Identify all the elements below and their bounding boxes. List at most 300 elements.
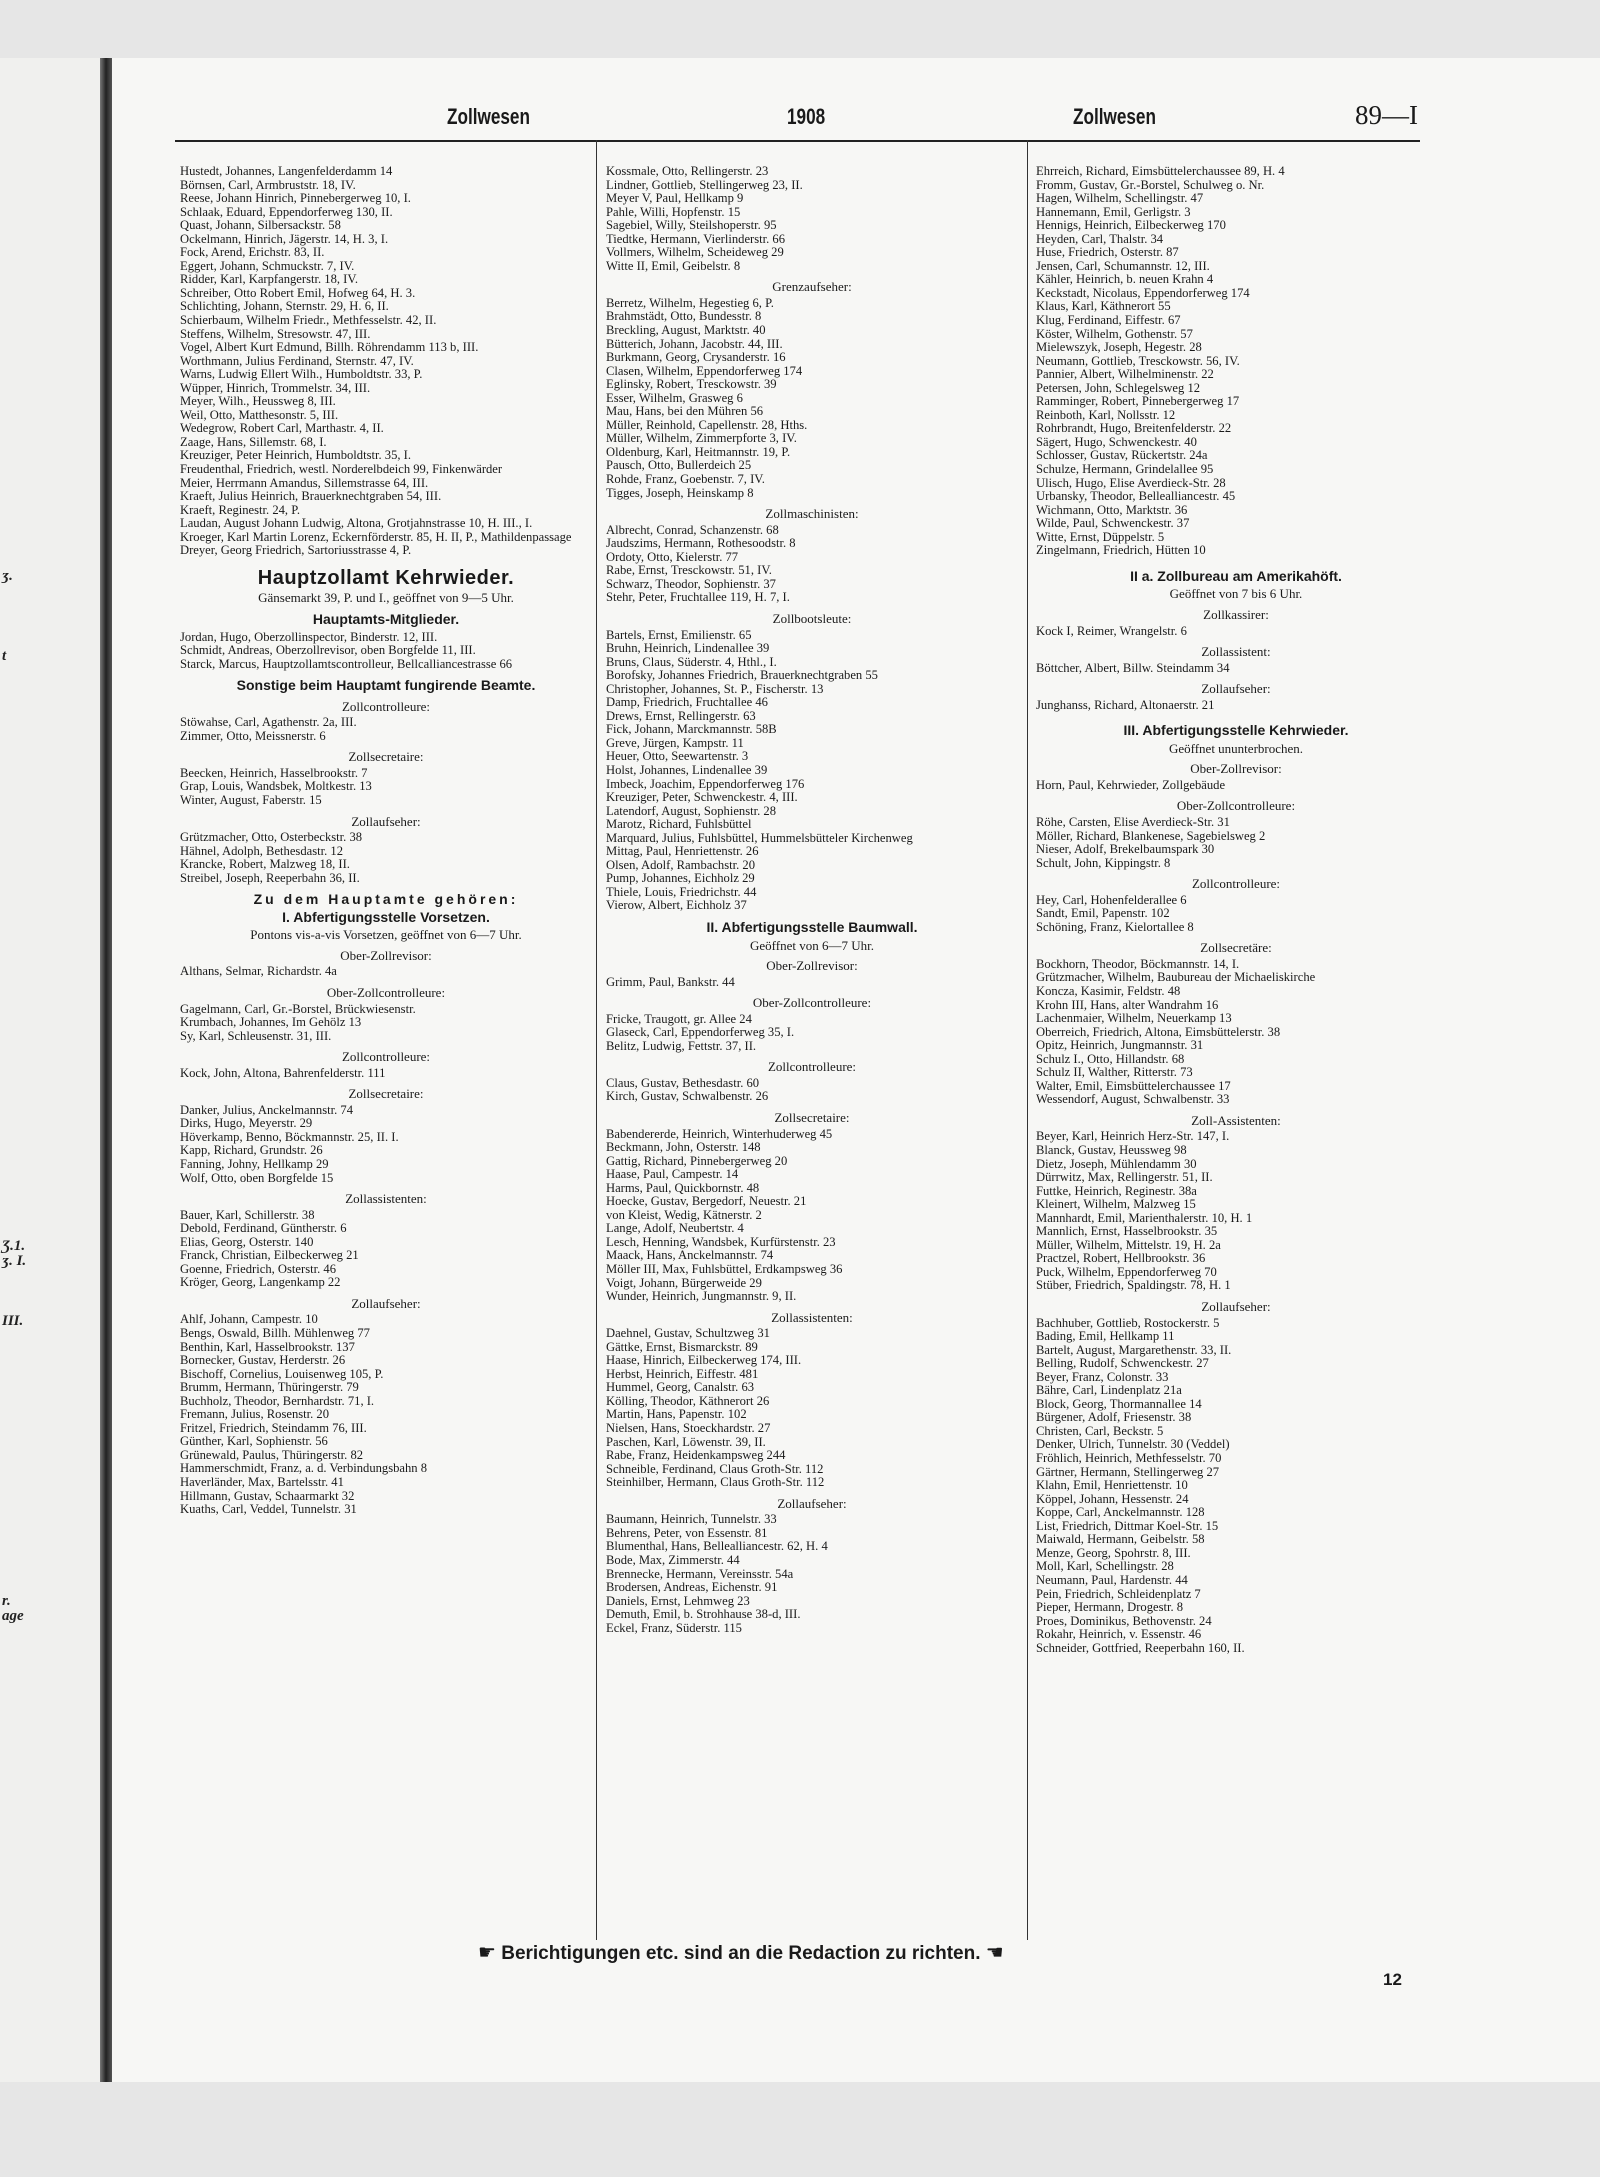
directory-entry: Elias, Georg, Osterstr. 140 xyxy=(180,1234,314,1249)
directory-entry: Ahlf, Johann, Campestr. 10 xyxy=(180,1312,318,1327)
directory-entry: Pannier, Albert, Wilhelminenstr. 22 xyxy=(1036,367,1214,382)
directory-entry: Brahmstädt, Otto, Bundesstr. 8 xyxy=(606,309,762,324)
directory-entry: Belitz, Ludwig, Fettstr. 37, II. xyxy=(606,1038,757,1053)
directory-entry: Grimm, Paul, Bankstr. 44 xyxy=(606,974,735,989)
directory-entry: Krancke, Robert, Malzweg 18, II. xyxy=(180,857,350,872)
office-note: Gänsemarkt 39, P. und I., geöffnet von 9—5 Uhr. xyxy=(258,590,514,606)
directory-entry: Eckel, Franz, Süderstr. 115 xyxy=(606,1620,742,1635)
directory-entry: Fick, Johann, Marckmannstr. 58B xyxy=(606,722,777,737)
directory-entry: Witte, Ernst, Düppelstr. 5 xyxy=(1036,529,1165,544)
directory-entry: Gagelmann, Carl, Gr.-Borstel, Brückwiesenstr. xyxy=(180,1001,416,1016)
directory-entry: Schulz II, Walther, Ritterstr. 73 xyxy=(1036,1065,1193,1080)
directory-entry: Müller, Reinhold, Capellenstr. 28, Hths. xyxy=(606,417,808,432)
directory-entry: Winter, August, Faberstr. 15 xyxy=(180,792,322,807)
rank-label: Zollassistenten: xyxy=(771,1309,853,1325)
directory-entry: Jaudszims, Hermann, Rothesoodstr. 8 xyxy=(606,536,796,551)
directory-entry: Freudenthal, Friedrich, westl. Norderelbdeich 99, Finkenwärder xyxy=(180,462,503,477)
directory-entry: Bruhn, Heinrich, Lindenallee 39 xyxy=(606,641,770,656)
directory-entry: Demuth, Emil, b. Strohhause 38-d, III. xyxy=(606,1607,801,1622)
directory-entry: Heyden, Carl, Thalstr. 34 xyxy=(1036,231,1164,246)
directory-entry: Schlichting, Johann, Sternstr. 29, H. 6, II. xyxy=(180,299,389,314)
directory-entry: Mannhardt, Emil, Marienthalerstr. 10, H. 1 xyxy=(1036,1210,1253,1225)
directory-entry: Reinboth, Karl, Nollsstr. 12 xyxy=(1036,407,1176,422)
directory-entry: Kuaths, Carl, Veddel, Tunnelstr. 31 xyxy=(180,1502,357,1517)
directory-entry: Breckling, August, Marktstr. 40 xyxy=(606,323,766,338)
directory-entry: Stehr, Peter, Fruchtallee 119, H. 7, I. xyxy=(606,590,790,605)
directory-entry: Gättke, Ernst, Bismarckstr. 89 xyxy=(606,1339,758,1354)
directory-entry: Bartelt, August, Margarethenstr. 33, II. xyxy=(1036,1342,1232,1357)
directory-entry: Holst, Johannes, Lindenallee 39 xyxy=(606,762,768,777)
directory-entry: Wüpper, Hinrich, Trommelstr. 34, III. xyxy=(180,380,371,395)
entry-list xyxy=(606,976,1018,990)
directory-entry: Olsen, Adolf, Rambachstr. 20 xyxy=(606,857,756,872)
directory-entry: Klahn, Emil, Henriettenstr. 10 xyxy=(1036,1478,1188,1493)
entry-list xyxy=(606,165,1018,273)
directory-entry: Koppe, Carl, Anckelmannstr. 128 xyxy=(1036,1505,1205,1520)
edge-mark: age xyxy=(2,1608,24,1624)
column-left xyxy=(180,165,592,1517)
directory-entry: List, Friedrich, Dittmar Koel-Str. 15 xyxy=(1036,1518,1219,1533)
directory-entry: Zaage, Hans, Sillemstr. 68, I. xyxy=(180,434,327,449)
entry-list xyxy=(180,1313,592,1516)
directory-entry: Bengs, Oswald, Billh. Mühlenweg 77 xyxy=(180,1326,370,1341)
entry-list xyxy=(180,767,592,808)
directory-entry: Pausch, Otto, Bullerdeich 25 xyxy=(606,458,752,473)
directory-entry: Stöwahse, Carl, Agathenstr. 2a, III. xyxy=(180,715,357,730)
entry-list xyxy=(606,1013,1018,1054)
directory-entry: Damp, Friedrich, Fruchtallee 46 xyxy=(606,695,768,710)
section-heading: Sonstige beim Hauptamt fungirende Beamte. xyxy=(236,677,536,694)
station-heading: II a. Zollbureau am Amerikahöft. xyxy=(1130,567,1342,584)
directory-entry: Claus, Gustav, Bethesdastr. 60 xyxy=(606,1075,760,1090)
directory-entry: Börnsen, Carl, Armbruststr. 18, IV. xyxy=(180,177,356,192)
rank-label: Zollaufseher: xyxy=(351,1295,421,1311)
directory-entry: Hennigs, Heinrich, Eilbeckerweg 170 xyxy=(1036,218,1226,233)
directory-entry: Rabe, Ernst, Tresckowstr. 51, IV. xyxy=(606,563,772,578)
directory-entry: Klaus, Karl, Käthnerort 55 xyxy=(1036,299,1171,314)
entry-list xyxy=(1036,699,1436,713)
directory-entry: Buchholz, Theodor, Bernhardstr. 71, I. xyxy=(180,1393,375,1408)
directory-entry: Schmidt, Andreas, Oberzollrevisor, oben Borgfelde 11, III. xyxy=(180,643,476,658)
directory-entry: Walter, Emil, Eimsbüttelerchaussee 17 xyxy=(1036,1078,1231,1093)
directory-entry: Christen, Carl, Beckstr. 5 xyxy=(1036,1423,1164,1438)
directory-entry: Huse, Friedrich, Osterstr. 87 xyxy=(1036,245,1179,260)
edge-mark: ʒ. I. xyxy=(2,1253,27,1269)
header-year: 1908 xyxy=(787,104,826,129)
directory-entry: Klug, Ferdinand, Eiffestr. 67 xyxy=(1036,313,1181,328)
directory-entry: Ockelmann, Hinrich, Jägerstr. 14, H. 3, I. xyxy=(180,231,389,246)
edge-mark: r. xyxy=(2,1593,11,1609)
directory-entry: Möller III, Max, Fuhlsbüttel, Erdkampsweg 36 xyxy=(606,1262,843,1277)
header-section-right: Zollwesen xyxy=(1073,104,1156,129)
directory-entry: Pump, Johannes, Eichholz 29 xyxy=(606,871,755,886)
entry-list xyxy=(1036,958,1436,1107)
directory-entry: Nieser, Adolf, Brekelbaumspark 30 xyxy=(1036,842,1215,857)
directory-entry: Grap, Louis, Wandsbek, Moltkestr. 13 xyxy=(180,779,372,794)
directory-entry: Vierow, Albert, Eichholz 37 xyxy=(606,898,747,913)
directory-entry: Practzel, Robert, Hellbrookstr. 36 xyxy=(1036,1251,1206,1266)
directory-entry: Fritzel, Friedrich, Steindamm 76, III. xyxy=(180,1420,367,1435)
entry-list xyxy=(180,1003,592,1044)
directory-entry: Imbeck, Joachim, Eppendorferweg 176 xyxy=(606,776,805,791)
entry-list xyxy=(606,1128,1018,1304)
signature-number: 12 xyxy=(1383,1970,1402,1989)
directory-entry: Maack, Hans, Anckelmannstr. 74 xyxy=(606,1248,774,1263)
edge-mark: ʒ. xyxy=(2,568,13,584)
directory-entry: Hey, Carl, Hohenfelderallee 6 xyxy=(1036,892,1187,907)
directory-entry: Danker, Julius, Anckelmannstr. 74 xyxy=(180,1102,353,1117)
directory-entry: Stüber, Friedrich, Spaldingstr. 78, H. 1 xyxy=(1036,1278,1231,1293)
directory-entry: Pein, Friedrich, Schleidenplatz 7 xyxy=(1036,1586,1201,1601)
directory-entry: Behrens, Peter, von Essenstr. 81 xyxy=(606,1525,768,1540)
directory-entry: Benthin, Karl, Hasselbrookstr. 137 xyxy=(180,1339,355,1354)
rank-label: Ober-Zollrevisor: xyxy=(340,947,432,963)
directory-entry: Fromm, Gustav, Gr.-Borstel, Schulweg o. Nr. xyxy=(1036,177,1265,192)
directory-entry: Keckstadt, Nicolaus, Eppendorferweg 174 xyxy=(1036,285,1250,300)
directory-entry: Kapp, Richard, Grundstr. 26 xyxy=(180,1143,323,1158)
directory-entry: Daehnel, Gustav, Schultzweg 31 xyxy=(606,1326,770,1341)
entry-list xyxy=(180,165,592,558)
directory-entry: Fricke, Traugott, gr. Allee 24 xyxy=(606,1011,752,1026)
section-heading: Zu dem Hauptamte gehören: xyxy=(253,891,519,908)
directory-entry: Hoecke, Gustav, Bergedorf, Neuestr. 21 xyxy=(606,1194,807,1209)
directory-entry: Schlaak, Eduard, Eppendorferweg 130, II. xyxy=(180,204,393,219)
directory-entry: Dirks, Hugo, Meyerstr. 29 xyxy=(180,1116,313,1131)
directory-entry: Schneible, Ferdinand, Claus Groth-Str. 112 xyxy=(606,1461,824,1476)
directory-entry: Meier, Herrmann Amandus, Sillemstrasse 64, III. xyxy=(180,475,429,490)
directory-entry: Moll, Karl, Schellingstr. 28 xyxy=(1036,1559,1174,1574)
directory-entry: Dietz, Joseph, Mühlendamm 30 xyxy=(1036,1156,1197,1171)
directory-entry: Wilde, Paul, Schwenckestr. 37 xyxy=(1036,516,1190,531)
rank-label: Ober-Zollcontrolleure: xyxy=(1176,798,1296,814)
entry-list xyxy=(180,1067,592,1081)
directory-entry: Hillmann, Gustav, Schaarmarkt 32 xyxy=(180,1488,355,1503)
directory-entry: Röhe, Carsten, Elise Averdieck-Str. 31 xyxy=(1036,814,1230,829)
directory-entry: Kölling, Theodor, Käthnerort 26 xyxy=(606,1393,770,1408)
directory-entry: Wolf, Otto, oben Borgfelde 15 xyxy=(180,1170,334,1185)
rank-label: Zollbootsleute: xyxy=(772,610,852,626)
directory-entry: Bähre, Carl, Lindenplatz 21a xyxy=(1036,1383,1182,1398)
page-header xyxy=(175,100,1435,140)
rank-label: Zollaufseher: xyxy=(777,1495,847,1511)
entry-list xyxy=(1036,779,1436,793)
column-divider xyxy=(596,140,597,1940)
directory-entry: Tigges, Joseph, Heinskamp 8 xyxy=(606,485,754,500)
rank-label: Ober-Zollcontrolleure: xyxy=(326,984,446,1000)
directory-entry: Gärtner, Hermann, Stellingerweg 27 xyxy=(1036,1464,1220,1479)
directory-entry: Franck, Christian, Eilbeckerweg 21 xyxy=(180,1248,359,1263)
directory-entry: Kock I, Reimer, Wrangelstr. 6 xyxy=(1036,623,1187,638)
station-note: Pontons vis-a-vis Vorsetzen, geöffnet von 6—7 Uhr. xyxy=(250,927,522,943)
directory-entry: Grünewald, Paulus, Thüringerstr. 82 xyxy=(180,1447,364,1462)
directory-entry: Hähnel, Adolph, Bethesdastr. 12 xyxy=(180,843,343,858)
directory-entry: Zimmer, Otto, Meissnerstr. 6 xyxy=(180,728,326,743)
directory-entry: Kreuziger, Peter, Schwenckestr. 4, III. xyxy=(606,790,798,805)
directory-entry: Hagen, Wilhelm, Schellingstr. 47 xyxy=(1036,191,1204,206)
rank-label: Zollkassirer: xyxy=(1203,606,1269,622)
rank-label: Zollcontrolleure: xyxy=(341,698,431,714)
directory-entry: Bode, Max, Zimmerstr. 44 xyxy=(606,1552,740,1567)
directory-entry: Vogel, Albert Kurt Edmund, Billh. Röhrendamm 113 b, III. xyxy=(180,340,479,355)
rank-label: Zollsecretaire: xyxy=(348,1086,424,1102)
directory-entry: Möller, Richard, Blankenese, Sagebielsweg 2 xyxy=(1036,828,1266,843)
directory-entry: Opitz, Heinrich, Jungmannstr. 31 xyxy=(1036,1038,1204,1053)
directory-entry: Nielsen, Hans, Stoeckhardstr. 27 xyxy=(606,1421,771,1436)
directory-entry: Zingelmann, Friedrich, Hütten 10 xyxy=(1036,543,1206,558)
directory-entry: Rohde, Franz, Goebenstr. 7, IV. xyxy=(606,472,765,487)
directory-entry: Tiedtke, Hermann, Vierlinderstr. 66 xyxy=(606,231,786,246)
directory-entry: Jensen, Carl, Schumannstr. 12, III. xyxy=(1036,258,1210,273)
directory-entry: Ordoty, Otto, Kielerstr. 77 xyxy=(606,549,739,564)
directory-entry: Vollmers, Wilhelm, Scheideweg 29 xyxy=(606,245,784,260)
directory-entry: Kraeft, Julius Heinrich, Brauerknechtgraben 54, III. xyxy=(180,489,442,504)
header-rule xyxy=(175,140,1420,142)
directory-entry: Krohn III, Hans, alter Wandrahm 16 xyxy=(1036,997,1219,1012)
entry-list xyxy=(1036,165,1436,558)
pointing-hand-right-icon: ☛ xyxy=(478,1942,496,1964)
directory-entry: Pieper, Hermann, Drogestr. 8 xyxy=(1036,1600,1184,1615)
directory-entry: Menze, Georg, Spohrstr. 8, III. xyxy=(1036,1545,1191,1560)
office-title: Hauptzollamt Kehrwieder. xyxy=(257,566,515,589)
directory-entry: Bischoff, Cornelius, Louisenweg 105, P. xyxy=(180,1366,384,1381)
entry-list xyxy=(180,1209,592,1290)
directory-entry: Brennecke, Hermann, Vereinsstr. 54a xyxy=(606,1566,794,1581)
directory-entry: Sägert, Hugo, Schwenckestr. 40 xyxy=(1036,434,1197,449)
rank-label: Zollcontrolleure: xyxy=(1191,876,1281,892)
directory-entry: Clasen, Wilhelm, Eppendorferweg 174 xyxy=(606,363,803,378)
rank-label: Zollaufseher: xyxy=(1201,1299,1271,1315)
directory-entry: Schulze, Hermann, Grindelallee 95 xyxy=(1036,462,1214,477)
directory-entry: Goenne, Friedrich, Osterstr. 46 xyxy=(180,1261,336,1276)
directory-entry: Kähler, Heinrich, b. neuen Krahn 4 xyxy=(1036,272,1214,287)
directory-entry: Blumenthal, Hans, Bellealliancestr. 62, H. 4 xyxy=(606,1539,828,1554)
directory-entry: Rokahr, Heinrich, v. Essenstr. 46 xyxy=(1036,1627,1202,1642)
directory-entry: Neumann, Paul, Hardenstr. 44 xyxy=(1036,1572,1188,1587)
directory-entry: Höverkamp, Benno, Böckmannstr. 25, II. I. xyxy=(180,1129,399,1144)
directory-entry: Marotz, Richard, Fuhlsbüttel xyxy=(606,817,752,832)
directory-entry: Wichmann, Otto, Marktstr. 36 xyxy=(1036,502,1188,517)
directory-entry: Voigt, Johann, Bürgerweide 29 xyxy=(606,1275,762,1290)
directory-entry: Müller, Wilhelm, Zimmerpforte 3, IV. xyxy=(606,431,797,446)
directory-entry: Bauer, Karl, Schillerstr. 38 xyxy=(180,1207,315,1222)
rank-label: Zollcontrolleure: xyxy=(341,1049,431,1065)
directory-entry: Fremann, Julius, Rosenstr. 20 xyxy=(180,1407,330,1422)
directory-entry: Berretz, Wilhelm, Hegestieg 6, P. xyxy=(606,295,774,310)
entry-list xyxy=(180,831,592,885)
directory-entry: Thiele, Louis, Friedrichstr. 44 xyxy=(606,884,757,899)
directory-entry: Starck, Marcus, Hauptzollamtscontrolleur, Bellcalliancestrasse 66 xyxy=(180,656,513,671)
directory-entry: Schneider, Gottfried, Reeperbahn 160, II. xyxy=(1036,1640,1245,1655)
directory-entry: Steffens, Wilhelm, Stresowstr. 47, III. xyxy=(180,326,371,341)
column-divider xyxy=(1027,140,1028,1940)
directory-entry: Ehrreich, Richard, Eimsbüttelerchaussee 89, H. 4 xyxy=(1036,164,1285,178)
directory-entry: Christopher, Johannes, St. P., Fischerstr. 13 xyxy=(606,681,824,696)
directory-entry: Burkmann, Georg, Crysanderstr. 16 xyxy=(606,350,786,365)
directory-entry: Eglinsky, Robert, Tresckowstr. 39 xyxy=(606,377,777,392)
directory-entry: Heuer, Otto, Seewartenstr. 3 xyxy=(606,749,749,764)
directory-entry: Lesch, Henning, Wandsbek, Kurfürstenstr. 23 xyxy=(606,1234,836,1249)
directory-entry: Bütterich, Johann, Jacobstr. 44, III. xyxy=(606,336,783,351)
rank-label: Zollsecretaire: xyxy=(348,749,424,765)
entry-list xyxy=(606,297,1018,500)
directory-entry: Meyer V, Paul, Hellkamp 9 xyxy=(606,191,744,206)
directory-entry: Reese, Johann Hinrich, Pinnebergerweg 10, I. xyxy=(180,191,411,206)
rank-label: Zollcontrolleure: xyxy=(767,1059,857,1075)
footer-notice xyxy=(478,1940,1238,1965)
entry-list xyxy=(606,1513,1018,1635)
directory-entry: Weil, Otto, Matthesonstr. 5, III. xyxy=(180,407,339,422)
directory-entry: Neumann, Gottlieb, Tresckowstr. 56, IV. xyxy=(1036,353,1240,368)
directory-entry: Greve, Jürgen, Kampstr. 11 xyxy=(606,735,744,750)
directory-entry: Debold, Ferdinand, Güntherstr. 6 xyxy=(180,1221,347,1236)
directory-entry: Drews, Ernst, Rellingerstr. 63 xyxy=(606,708,756,723)
directory-entry: Bading, Emil, Hellkamp 11 xyxy=(1036,1329,1175,1344)
entry-list xyxy=(180,1104,592,1185)
rank-label: Zollassistent: xyxy=(1201,644,1271,660)
directory-entry: Sagebiel, Willy, Steilshoperstr. 95 xyxy=(606,218,777,233)
directory-entry: Schierbaum, Wilhelm Friedr., Methfesselstr. 42, II. xyxy=(180,313,437,328)
station-heading: III. Abfertigungsstelle Kehrwieder. xyxy=(1123,722,1349,739)
directory-entry: Althans, Selmar, Richardstr. 4a xyxy=(180,964,337,979)
directory-entry: Herbst, Heinrich, Eiffestr. 481 xyxy=(606,1366,759,1381)
directory-entry: Schwarz, Theodor, Sophienstr. 37 xyxy=(606,576,776,591)
entry-list xyxy=(1036,625,1436,639)
entry-list xyxy=(1036,816,1436,870)
directory-entry: Paschen, Karl, Löwenstr. 39, II. xyxy=(606,1434,766,1449)
directory-entry: Mielewszyk, Joseph, Hegestr. 28 xyxy=(1036,340,1202,355)
directory-entry: Schöning, Franz, Kielortallee 8 xyxy=(1036,919,1194,934)
directory-entry: Oberreich, Friedrich, Altona, Eimsbüttelerstr. 38 xyxy=(1036,1024,1281,1039)
directory-entry: Ulisch, Hugo, Elise Averdieck-Str. 28 xyxy=(1036,475,1226,490)
entry-list xyxy=(1036,1317,1436,1656)
directory-entry: Borofsky, Johannes Friedrich, Brauerknechtgraben 55 xyxy=(606,668,878,683)
directory-entry: Futtke, Heinrich, Reginestr. 38a xyxy=(1036,1183,1197,1198)
entry-list xyxy=(1036,1130,1436,1293)
rank-label: Zollmaschinisten: xyxy=(765,506,859,522)
directory-entry: Pahle, Willi, Hopfenstr. 15 xyxy=(606,204,741,219)
directory-entry: Fanning, Johny, Hellkamp 29 xyxy=(180,1157,329,1171)
directory-entry: Streibel, Joseph, Reeperbahn 36, II. xyxy=(180,870,360,885)
directory-entry: Beckmann, John, Osterstr. 148 xyxy=(606,1140,761,1155)
entry-list xyxy=(1036,894,1436,935)
rank-label: Zoll-Assistenten: xyxy=(1191,1112,1281,1128)
directory-entry: Maiwald, Hermann, Geibelstr. 58 xyxy=(1036,1532,1205,1547)
rank-label: Zollassistenten: xyxy=(345,1191,427,1207)
directory-entry: Kraeft, Reginestr. 24, P. xyxy=(180,502,300,517)
directory-entry: Marquard, Julius, Fuhlsbüttel, Hummelsbütteler Kirchenweg xyxy=(606,830,913,845)
directory-entry: Mittag, Paul, Henriettenstr. 26 xyxy=(606,844,759,859)
directory-entry: Petersen, John, Schlegelsweg 12 xyxy=(1036,380,1201,395)
station-heading: II. Abfertigungsstelle Baumwall. xyxy=(706,918,918,935)
directory-entry: Schulz I., Otto, Hillandstr. 68 xyxy=(1036,1051,1185,1066)
header-page-number: 89—I xyxy=(1355,100,1418,130)
directory-entry: Beecken, Heinrich, Hasselbrookstr. 7 xyxy=(180,765,368,780)
directory-entry: Sy, Karl, Schleusenstr. 31, III. xyxy=(180,1028,332,1043)
directory-entry: Rohrbrandt, Hugo, Breitenfelderstr. 22 xyxy=(1036,421,1232,436)
directory-entry: Kossmale, Otto, Rellingerstr. 23 xyxy=(606,164,769,178)
directory-entry: Beyer, Karl, Heinrich Herz-Str. 147, I. xyxy=(1036,1129,1230,1144)
directory-entry: Grützmacher, Otto, Osterbeckstr. 38 xyxy=(180,830,363,845)
directory-entry: Brodersen, Andreas, Eichenstr. 91 xyxy=(606,1580,778,1595)
directory-entry: Belling, Rudolf, Schwenckestr. 27 xyxy=(1036,1356,1209,1371)
header-section-left: Zollwesen xyxy=(447,104,530,129)
directory-entry: von Kleist, Wedig, Kätnerstr. 2 xyxy=(606,1207,762,1222)
directory-entry: Dreyer, Georg Friedrich, Sartoriusstrasse 4, P. xyxy=(180,543,412,558)
section-heading: Hauptamts-Mitglieder. xyxy=(312,610,460,627)
column-middle xyxy=(606,165,1018,1635)
directory-entry: Bornecker, Gustav, Herderstr. 26 xyxy=(180,1353,346,1368)
directory-entry: Koncza, Kasimir, Feldstr. 48 xyxy=(1036,983,1181,998)
directory-entry: Jordan, Hugo, Oberzollinspector, Binderstr. 12, III. xyxy=(180,629,438,644)
entry-list xyxy=(180,631,592,672)
entry-list xyxy=(606,629,1018,913)
edge-mark: III. xyxy=(2,1313,24,1329)
directory-entry: Harms, Paul, Quickbornstr. 48 xyxy=(606,1180,760,1195)
directory-entry: Fock, Arend, Erichstr. 83, II. xyxy=(180,245,325,260)
rank-label: Zollaufseher: xyxy=(1201,681,1271,697)
directory-entry: Urbansky, Theodor, Bellealliancestr. 45 xyxy=(1036,489,1236,504)
directory-entry: Lindner, Gottlieb, Stellingerweg 23, II. xyxy=(606,177,803,192)
directory-entry: Mau, Hans, bei den Mühren 56 xyxy=(606,404,764,419)
directory-entry: Albrecht, Conrad, Schanzenstr. 68 xyxy=(606,522,779,537)
previous-page-edge xyxy=(0,58,112,2082)
directory-entry: Gattig, Richard, Pinnebergerweg 20 xyxy=(606,1153,788,1168)
directory-entry: Haase, Hinrich, Eilbeckerweg 174, III. xyxy=(606,1353,802,1368)
directory-entry: Baumann, Heinrich, Tunnelstr. 33 xyxy=(606,1512,777,1527)
column-right xyxy=(1036,165,1436,1655)
directory-entry: Schlosser, Gustav, Rückertstr. 24a xyxy=(1036,448,1208,463)
directory-entry: Rabe, Franz, Heidenkampsweg 244 xyxy=(606,1448,786,1463)
directory-entry: Beyer, Franz, Colonstr. 33 xyxy=(1036,1369,1169,1384)
directory-entry: Haverländer, Max, Bartelsstr. 41 xyxy=(180,1475,344,1490)
directory-entry: Steinhilber, Hermann, Claus Groth-Str. 112 xyxy=(606,1475,825,1490)
rank-label: Ober-Zollrevisor: xyxy=(766,958,858,974)
directory-entry: Köppel, Johann, Hessenstr. 24 xyxy=(1036,1491,1189,1506)
station-note: Geöffnet von 7 bis 6 Uhr. xyxy=(1169,586,1303,602)
pointing-hand-left-icon: ☚ xyxy=(985,1942,1004,1964)
directory-entry: Kock, John, Altona, Bahrenfelderstr. 111 xyxy=(180,1065,386,1080)
entry-list xyxy=(606,1327,1018,1490)
station-note: Geöffnet ununterbrochen. xyxy=(1168,740,1304,756)
directory-entry: Latendorf, August, Sophienstr. 28 xyxy=(606,803,777,818)
directory-entry: Bartels, Ernst, Emilienstr. 65 xyxy=(606,627,752,642)
station-note: Geöffnet von 6—7 Uhr. xyxy=(750,937,874,953)
directory-entry: Hummel, Georg, Canalstr. 63 xyxy=(606,1380,755,1395)
directory-entry: Kreuziger, Peter Heinrich, Humboldtstr. 35, I. xyxy=(180,448,412,463)
rank-label: Grenzaufseher: xyxy=(772,279,852,295)
directory-entry: Hustedt, Johannes, Langenfelderdamm 14 xyxy=(180,164,393,178)
directory-entry: Eggert, Johann, Schmuckstr. 7, IV. xyxy=(180,258,355,273)
rank-label: Zollaufseher: xyxy=(351,813,421,829)
directory-entry: Babendererde, Heinrich, Winterhuderweg 45 xyxy=(606,1126,833,1141)
directory-entry: Günther, Karl, Sophienstr. 56 xyxy=(180,1434,328,1449)
footer-text: Berichtigungen etc. sind an die Redaction zu richten. xyxy=(501,1943,981,1964)
rank-label: Zollsecretaire: xyxy=(774,1110,850,1125)
directory-entry: Bruns, Claus, Süderstr. 4, Hthl., I. xyxy=(606,654,777,669)
directory-entry: Schreiber, Otto Robert Emil, Hofweg 64, H. 3. xyxy=(180,285,416,300)
directory-entry: Lachenmaier, Wilhelm, Neuerkamp 13 xyxy=(1036,1011,1232,1026)
directory-entry: Wessendorf, August, Schwalbenstr. 33 xyxy=(1036,1092,1230,1107)
edge-mark: t xyxy=(2,648,7,664)
directory-entry: Ramminger, Robert, Pinnebergerweg 17 xyxy=(1036,394,1240,409)
directory-entry: Daniels, Ernst, Lehmweg 23 xyxy=(606,1593,750,1608)
entry-list xyxy=(180,965,592,979)
directory-entry: Lange, Adolf, Neubertstr. 4 xyxy=(606,1221,744,1236)
directory-entry: Schult, John, Kippingstr. 8 xyxy=(1036,855,1171,870)
directory-entry: Bürgener, Adolf, Friesenstr. 38 xyxy=(1036,1410,1192,1425)
directory-entry: Meyer, Wilh., Heussweg 8, III. xyxy=(180,394,336,409)
directory-entry: Grützmacher, Wilhelm, Baubureau der Michaeliskirche xyxy=(1036,970,1316,985)
